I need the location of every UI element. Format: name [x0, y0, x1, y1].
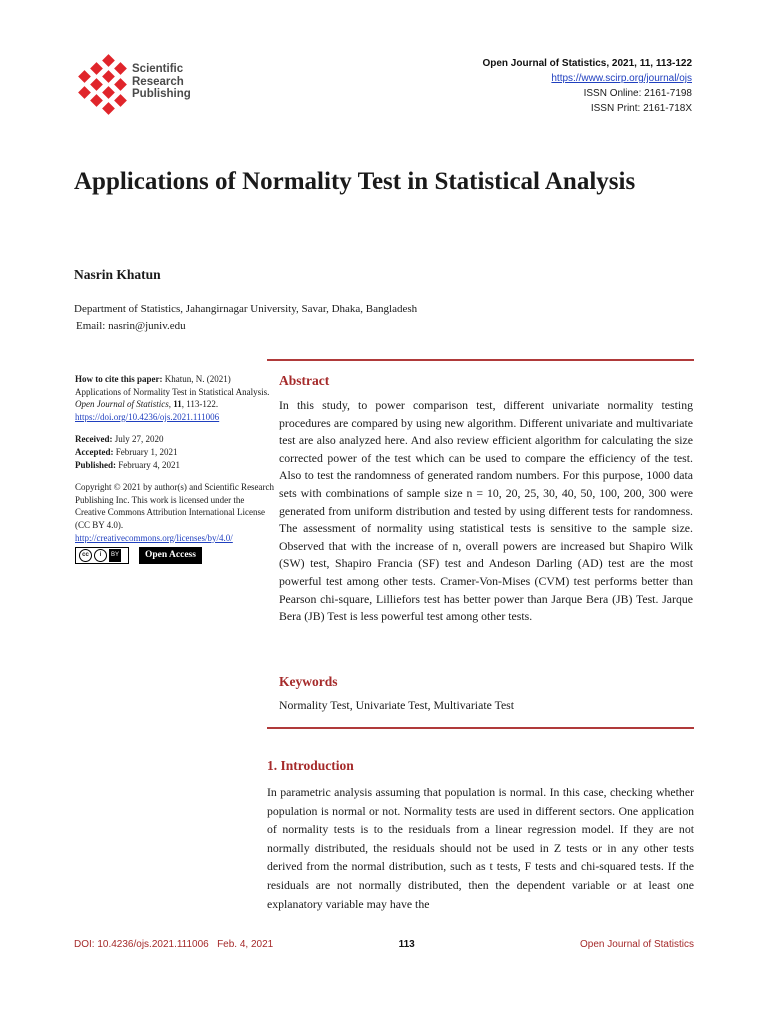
citation-doi-link[interactable]: https://doi.org/10.4236/ojs.2021.111006	[75, 411, 220, 422]
author-email: Email: nasrin@juniv.edu	[76, 320, 186, 332]
publisher-name	[132, 63, 191, 101]
citation-volume: 11	[173, 399, 182, 410]
abstract-heading: Abstract	[279, 373, 330, 388]
publisher-line-3: Publishing	[132, 88, 191, 100]
citation-journal: Open Journal of Statistics	[75, 399, 169, 410]
journal-name: Open Journal of Statistics, 2021, 11, 113-122	[482, 58, 692, 69]
by-label: BY	[109, 549, 121, 562]
publisher-line-1: Scientific	[132, 63, 184, 75]
introduction-heading: 1. Introduction	[267, 758, 354, 773]
published-date: February 4, 2021	[116, 459, 181, 470]
citation-label: How to cite this paper:	[75, 374, 163, 384]
open-access-badge: Open Access	[139, 547, 202, 564]
dates-block	[75, 433, 275, 471]
abstract-body: In this study, to power comparison test, different univariate normality testing procedures are compared by using new algorithm. Different univariate and multivariate test are also analyzed here. And also review efficient algorithm for calculating the size corrected power of the test which can be used to compare the efficiency of the test. Also to test the randomness of generated random numbers. For this purpose, 1000 data sets with combinations of sample size n = 10, 20, 25, 30, 40, 50, 100, 200, 300 were generated from uniform distribution and tested by using different tests for randomness. The assessment of normality using statistical tests is sensitive to the sample size. Observed that with the increase of n, overall powers are increased but Shapiro Wilk (SW) test, Shapiro Francia (SF) test and Andeson Darling (AD) test are the most powerful test among other tests. Cramer-Von-Mises (CVM) test performs better than Pearson chi-square, Lilliefors test has better power than Jarque Bera (JB) Test. Jarque Bera (JB) Test is less powerful test among other tests.	[279, 398, 693, 624]
keywords-heading: Keywords	[279, 674, 338, 689]
received-label: Received:	[75, 434, 113, 445]
author-name: Nasrin Khatun	[74, 267, 161, 282]
page-footer	[74, 939, 694, 950]
footer-date: Feb. 4, 2021	[217, 939, 274, 950]
footer-doi: DOI: 10.4236/ojs.2021.111006	[74, 939, 209, 950]
introduction-body: In parametric analysis assuming that population is normal. In this case, checking whether population is normal or not. Normality tests are used in different sectors. One application of normality tests is to the residuals from a linear regression model. If they are not normally distributed, the residuals should not be used in Z tests or in any other tests derived from the normal distribution, such as t tests, F tests and chi-squared tests. If the residuals are not normally distributed, then the dependent variable or at least one explanatory variable may have the	[267, 785, 694, 911]
page-number: 113	[398, 939, 415, 950]
affiliation-block	[74, 301, 417, 335]
journal-url-link[interactable]: https://www.scirp.org/journal/ojs	[551, 73, 692, 84]
affiliation: Department of Statistics, Jahangirnagar University, Savar, Dhaka, Bangladesh	[74, 303, 418, 315]
citation-text-2: ,	[168, 399, 174, 410]
keywords-body: Normality Test, Univariate Test, Multivariate Test	[279, 698, 515, 712]
keywords-bottom-rule	[267, 727, 694, 729]
person-icon: i	[94, 549, 107, 562]
footer-doi-date	[74, 939, 273, 950]
journal-info	[482, 56, 692, 116]
article-info-sidebar	[75, 373, 275, 564]
citation-block	[75, 373, 275, 423]
cc-by-badge[interactable]	[75, 547, 129, 564]
publisher-line-2: Research	[132, 75, 184, 88]
issn-print: ISSN Print: 2161-718X	[590, 103, 692, 114]
received-date: July 27, 2020	[112, 434, 164, 445]
copyright-text: Copyright © 2021 by author(s) and Scientific Research Publishing Inc. This work is licensed under the Creative Commons Attribution International License (CC BY 4.0).	[75, 482, 275, 530]
cc-icon: cc	[79, 549, 92, 562]
copyright-block	[75, 481, 275, 544]
citation-text-1: Khatun, N. (2021) Applications of Normality Test in Statistical Analysis.	[75, 374, 270, 397]
abstract-top-rule	[267, 359, 694, 361]
accepted-label: Accepted:	[75, 446, 114, 457]
footer-journal: Open Journal of Statistics	[580, 939, 694, 950]
license-link[interactable]: http://creativecommons.org/licenses/by/4.0/	[75, 532, 233, 543]
published-label: Published:	[75, 459, 117, 470]
paper-title: Applications of Normality Test in Statistical Analysis	[74, 168, 636, 195]
accepted-date: February 1, 2021	[113, 446, 178, 457]
citation-text-3: , 113-122.	[181, 399, 219, 410]
issn-online: ISSN Online: 2161-7198	[583, 88, 692, 99]
license-badges	[75, 547, 275, 564]
